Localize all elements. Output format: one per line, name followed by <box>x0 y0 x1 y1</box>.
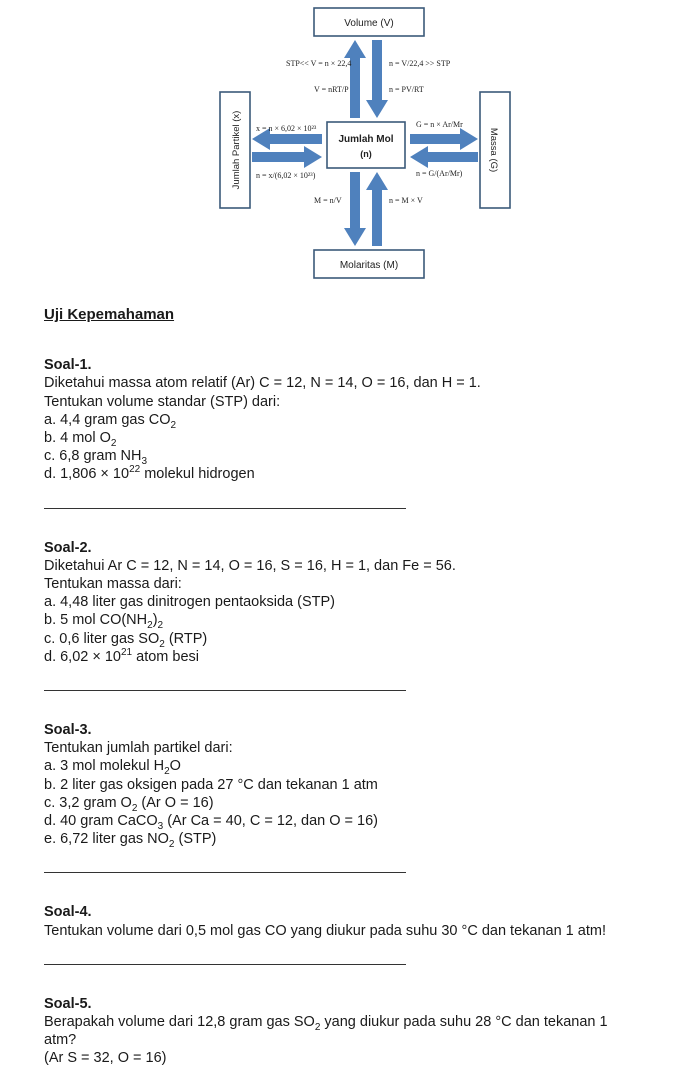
divider <box>44 508 406 509</box>
soal-1-instruction: Tentukan volume standar (STP) dari: <box>44 393 281 410</box>
exercise-content <box>44 306 684 1068</box>
arrow-right-from-partikel <box>252 146 322 168</box>
arrow-up-to-volume <box>344 40 366 118</box>
formula-g-n: G = n × Ar/Mr <box>416 120 463 129</box>
formula-v-nrt: V = nRT/P <box>314 85 349 94</box>
soal-3-item-e: e. 6,72 liter gas $NO_2$ (STP) <box>44 831 217 851</box>
soal-1 <box>44 356 684 483</box>
soal-5-text: Berapakah volume dari 12,8 gram gas $SO_2$ yang diukur pada suhu 28 °C dan tekanan 1 <box>44 1014 608 1033</box>
formula-n-g: n = G/(Ar/Mr) <box>416 169 463 178</box>
divider <box>44 690 406 691</box>
formula-n-mv: n = M × V <box>389 196 423 205</box>
jumlah-mol-box <box>327 122 405 168</box>
soal-1-item-c: c. 6,8 gram $NH_3$ <box>44 448 148 468</box>
soal-4-text: Tentukan volume dari 0,5 mol gas CO yang diukur pada suhu 30 °C dan tekanan 1 atm! <box>44 922 606 939</box>
divider <box>44 872 406 873</box>
formula-stp-mol: n = V/22,4 >> STP <box>389 59 451 68</box>
soal-4 <box>44 903 684 939</box>
soal-3-item-d: d. 40 gram CaCO$_3$ (Ar Ca = 40, C = 12, dan O = 16) <box>44 813 378 832</box>
soal-1-item-d: d. $1,806 \times 10^{22}$ molekul hidrogen <box>44 464 255 483</box>
section-title: Uji Kepemahaman <box>44 306 175 323</box>
formula-m-nv: M = n/V <box>314 196 342 205</box>
soal-1-intro: Diketahui massa atom relatif (Ar) C = 12, N = 14, O = 16, dan H = 1. <box>44 375 481 392</box>
soal-3 <box>44 721 684 851</box>
soal-1-item-b: b. 4 mol $O_2$ <box>44 430 117 449</box>
arrow-left-from-massa <box>410 146 478 168</box>
soal-2-intro: Diketahui Ar C = 12, N = 14, O = 16, S = 16, H = 1, dan Fe = 56. <box>44 557 456 574</box>
mole-concept-diagram <box>0 0 689 290</box>
soal-3-item-a: a. 3 mol molekul $H_2O$ <box>44 758 181 778</box>
molaritas-box-label: Molaritas (M) <box>339 260 399 271</box>
soal-3-item-c: c. 3,2 gram $O_2$ (Ar O = 16) <box>44 794 214 814</box>
soal-1-item-a: a. 4,4 gram gas $CO_2$ <box>44 411 177 431</box>
jumlah-mol-n-label: (n) <box>360 149 372 159</box>
soal-2-item-a: a. 4,48 liter gas dinitrogen pentaoksida (STP) <box>44 594 335 611</box>
soal-5-text-line2: atm? <box>44 1032 77 1049</box>
arrow-down-to-molaritas <box>344 172 366 246</box>
formula-stp-volume: STP<< V = n × 22,4 <box>286 59 352 68</box>
soal-5-ar-values: (Ar S = 32, O = 16) <box>44 1050 167 1067</box>
soal-3-item-b: b. 2 liter gas oksigen pada 27 °C dan tekanan 1 atm <box>44 776 378 793</box>
soal-2-title: Soal-2. <box>44 539 92 556</box>
soal-3-instruction: Tentukan jumlah partikel dari: <box>44 740 233 757</box>
soal-2-item-c: c. 0,6 liter gas $SO_2$ (RTP) <box>44 630 208 650</box>
soal-5-title: Soal-5. <box>44 995 92 1012</box>
soal-1-title: Soal-1. <box>44 357 92 374</box>
arrow-down-from-volume <box>366 40 388 118</box>
soal-2 <box>44 539 684 666</box>
soal-4-title: Soal-4. <box>44 904 92 921</box>
volume-box-label: Volume (V) <box>344 18 394 29</box>
formula-x-n: x = n × 6,02 × 10²³ <box>256 124 317 133</box>
arrow-up-from-molaritas <box>366 172 388 246</box>
arrow-right-to-massa <box>410 128 478 150</box>
formula-n-x: n = x/(6,02 × 10²³) <box>256 171 316 180</box>
jumlah-mol-label: Jumlah Mol <box>338 134 394 145</box>
soal-3-title: Soal-3. <box>44 722 92 739</box>
massa-box-label: Massa (G) <box>488 127 499 173</box>
soal-2-instruction: Tentukan massa dari: <box>44 576 182 593</box>
soal-5 <box>44 995 684 1068</box>
formula-n-pv: n = PV/RT <box>389 85 424 94</box>
jumlah-partikel-box-label: Jumlah Partikel (x) <box>231 110 242 190</box>
divider <box>44 964 406 965</box>
soal-2-item-b: b. 5 mol $CO(NH_2)_2$ <box>44 612 164 632</box>
soal-2-item-d: d. $6,02 \times 10^{21}$ atom besi <box>44 647 200 665</box>
